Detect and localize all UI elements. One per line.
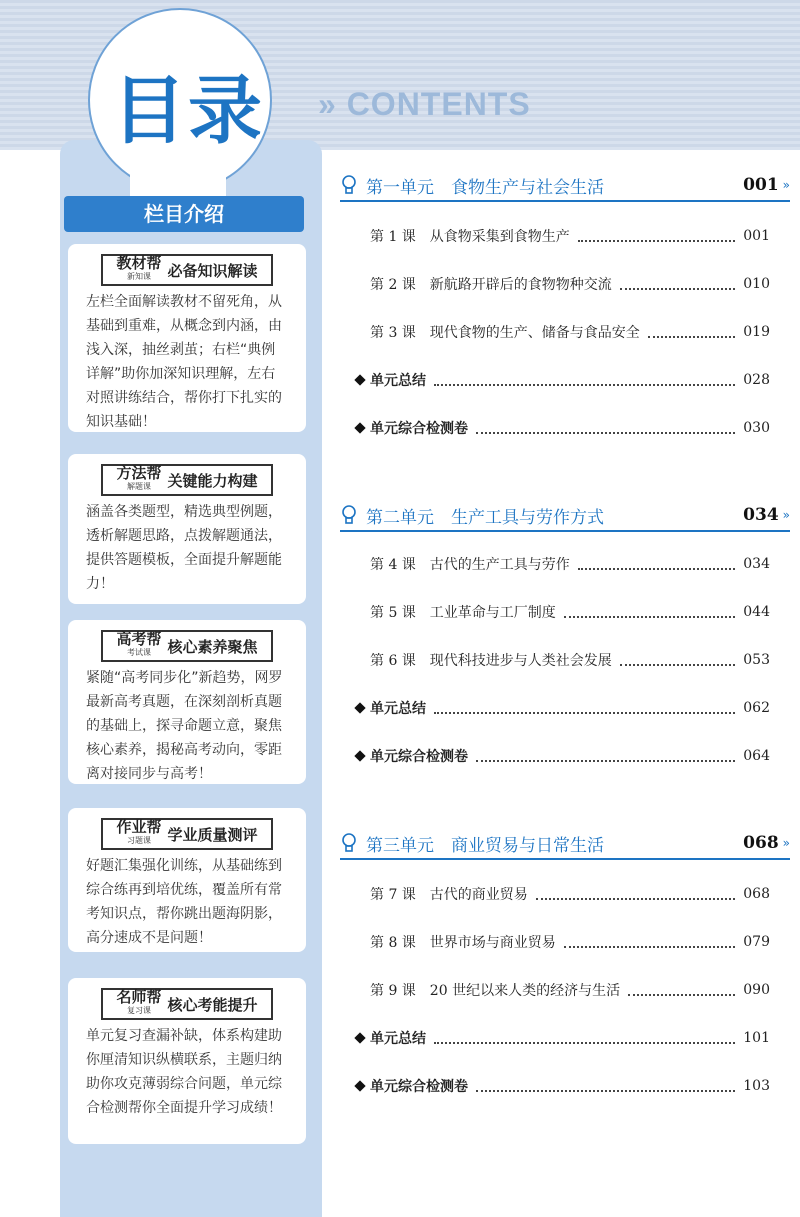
column-card bbox=[68, 454, 306, 604]
entry-label: 第 3 课 现代食物的生产、储备与食品安全 bbox=[370, 325, 640, 341]
bullet-icon bbox=[354, 750, 365, 761]
entry-page: 034 bbox=[743, 556, 770, 572]
entry-page: 068 bbox=[743, 886, 770, 902]
leader-dots bbox=[536, 888, 735, 900]
column-card bbox=[68, 978, 306, 1144]
bullet-icon bbox=[354, 374, 365, 385]
column-card bbox=[68, 620, 306, 784]
page-title: 目录 bbox=[112, 68, 264, 154]
card-tag: 高考帮 考试课 bbox=[116, 630, 162, 657]
unit-title: 第三单元 商业贸易与日常生活 bbox=[366, 835, 604, 856]
card-description: 左栏全面解读教材不留死角，从基础到重难，从概念到内涵，由浅入深，抽丝剥茧；右栏“典例详解”助你加深知识理解，左右对照讲练结合，帮你打下扎实的知识基础！ bbox=[86, 294, 282, 430]
entry-label: 第 9 课 20 世纪以来人类的经济与生活 bbox=[370, 983, 621, 999]
entry-page: 062 bbox=[743, 700, 770, 716]
toc-entry[interactable] bbox=[370, 600, 770, 624]
card-description: 紧随“高考同步化”新趋势，网罗最新高考真题，在深刻剖析真题的基础上，探寻命题立意，聚焦核心素养，揭秘高考动向，零距离对接同步与高考！ bbox=[86, 670, 283, 782]
unit-header[interactable] bbox=[340, 828, 790, 860]
card-tag: 作业帮 习题课 bbox=[116, 818, 162, 845]
leader-dots bbox=[648, 326, 735, 338]
toc-entry[interactable] bbox=[370, 224, 770, 248]
entry-label: 单元总结 bbox=[370, 701, 426, 717]
entry-label: 第 4 课 古代的生产工具与劳作 bbox=[370, 557, 570, 573]
lightbulb-icon bbox=[340, 174, 358, 196]
leader-dots bbox=[578, 230, 735, 242]
card-label: 核心考能提升 bbox=[167, 995, 258, 1014]
entry-label: 第 1 课 从食物采集到食物生产 bbox=[370, 229, 570, 245]
unit-page-number: 001 bbox=[743, 175, 779, 195]
entry-label: 单元总结 bbox=[370, 1031, 426, 1047]
card-label: 关键能力构建 bbox=[167, 471, 258, 490]
entry-page: 028 bbox=[743, 372, 770, 388]
entry-page: 030 bbox=[743, 420, 770, 436]
toc-entry[interactable] bbox=[370, 552, 770, 576]
bullet-icon bbox=[354, 1032, 365, 1043]
sidebar-heading: 栏目介绍 bbox=[64, 196, 304, 232]
bullet-icon bbox=[354, 1080, 365, 1091]
toc-entry[interactable] bbox=[356, 696, 770, 720]
leader-dots bbox=[564, 606, 735, 618]
entry-label: 单元总结 bbox=[370, 373, 426, 389]
toc-entry[interactable] bbox=[356, 416, 770, 440]
unit-section bbox=[340, 500, 790, 780]
lightbulb-icon bbox=[340, 832, 358, 854]
entry-page: 101 bbox=[743, 1030, 770, 1046]
entry-page: 001 bbox=[743, 228, 770, 244]
entry-page: 079 bbox=[743, 934, 770, 950]
column-card bbox=[68, 808, 306, 952]
entry-page: 044 bbox=[743, 604, 770, 620]
card-label: 必备知识解读 bbox=[167, 261, 258, 280]
card-description: 单元复习查漏补缺，体系构建助你厘清知识纵横联系，主题归纳助你攻克薄弱综合问题，单元综合检测帮你全面提升学习成绩！ bbox=[86, 1028, 282, 1116]
column-card bbox=[68, 244, 306, 432]
card-title bbox=[101, 254, 273, 286]
card-title bbox=[101, 818, 273, 850]
leader-dots bbox=[434, 702, 735, 714]
page-subtitle: » CONTENTS bbox=[318, 86, 531, 122]
card-description: 好题汇集强化训练，从基础练到综合练再到培优练，覆盖所有常考知识点，帮你跳出题海阴影，高分速成不是问题！ bbox=[86, 858, 282, 946]
toc-entry[interactable] bbox=[370, 978, 770, 1002]
bullet-icon bbox=[354, 422, 365, 433]
unit-page-number: 068 bbox=[743, 833, 779, 853]
chevron-right-icon: » bbox=[782, 178, 790, 192]
entry-label: 单元综合检测卷 bbox=[370, 421, 468, 437]
unit-title: 第一单元 食物生产与社会生活 bbox=[366, 177, 604, 198]
chevron-right-icon: » bbox=[782, 508, 790, 522]
leader-dots bbox=[434, 1032, 735, 1044]
entry-label: 第 8 课 世界市场与商业贸易 bbox=[370, 935, 556, 951]
unit-page-number: 034 bbox=[743, 505, 779, 525]
toc-entry[interactable] bbox=[356, 1074, 770, 1098]
unit-header[interactable] bbox=[340, 500, 790, 532]
leader-dots bbox=[476, 750, 735, 762]
toc-entry[interactable] bbox=[356, 744, 770, 768]
card-description: 涵盖各类题型，精选典型例题，透析解题思路，点拨解题通法，提供答题模板，全面提升解题能力！ bbox=[86, 504, 282, 592]
entry-label: 第 5 课 工业革命与工厂制度 bbox=[370, 605, 556, 621]
unit-header[interactable] bbox=[340, 170, 790, 202]
toc-entry[interactable] bbox=[370, 930, 770, 954]
entry-page: 053 bbox=[743, 652, 770, 668]
leader-dots bbox=[578, 558, 735, 570]
leader-dots bbox=[564, 936, 735, 948]
entry-label: 单元综合检测卷 bbox=[370, 1079, 468, 1095]
toc-entry[interactable] bbox=[356, 1026, 770, 1050]
entry-label: 第 7 课 古代的商业贸易 bbox=[370, 887, 528, 903]
toc-entry[interactable] bbox=[370, 272, 770, 296]
leader-dots bbox=[620, 654, 735, 666]
bulb-neck bbox=[130, 160, 226, 200]
card-title bbox=[101, 988, 273, 1020]
toc-entry[interactable] bbox=[370, 882, 770, 906]
unit-section bbox=[340, 828, 790, 1108]
card-label: 核心素养聚焦 bbox=[167, 637, 258, 656]
entry-label: 单元综合检测卷 bbox=[370, 749, 468, 765]
leader-dots bbox=[434, 374, 735, 386]
card-title bbox=[101, 630, 273, 662]
bullet-icon bbox=[354, 702, 365, 713]
card-tag: 名师帮 复习课 bbox=[116, 988, 162, 1015]
leader-dots bbox=[476, 1080, 735, 1092]
entry-page: 019 bbox=[743, 324, 770, 340]
card-title bbox=[101, 464, 273, 496]
toc-entry[interactable] bbox=[356, 368, 770, 392]
entry-page: 090 bbox=[743, 982, 770, 998]
card-label: 学业质量测评 bbox=[167, 825, 258, 844]
entry-page: 010 bbox=[743, 276, 770, 292]
toc-entry[interactable] bbox=[370, 648, 770, 672]
entry-page: 064 bbox=[743, 748, 770, 764]
entry-page: 103 bbox=[743, 1078, 770, 1094]
chevron-right-icon: » bbox=[782, 836, 790, 850]
leader-dots bbox=[476, 422, 735, 434]
entry-label: 第 2 课 新航路开辟后的食物物种交流 bbox=[370, 277, 612, 293]
card-tag: 方法帮 解题课 bbox=[116, 464, 162, 491]
leader-dots bbox=[628, 984, 735, 996]
leader-dots bbox=[620, 278, 735, 290]
lightbulb-icon bbox=[340, 504, 358, 526]
entry-label: 第 6 课 现代科技进步与人类社会发展 bbox=[370, 653, 612, 669]
toc-entry[interactable] bbox=[370, 320, 770, 344]
card-tag: 教材帮 新知课 bbox=[116, 254, 162, 281]
unit-title: 第二单元 生产工具与劳作方式 bbox=[366, 507, 604, 528]
unit-section bbox=[340, 170, 790, 450]
